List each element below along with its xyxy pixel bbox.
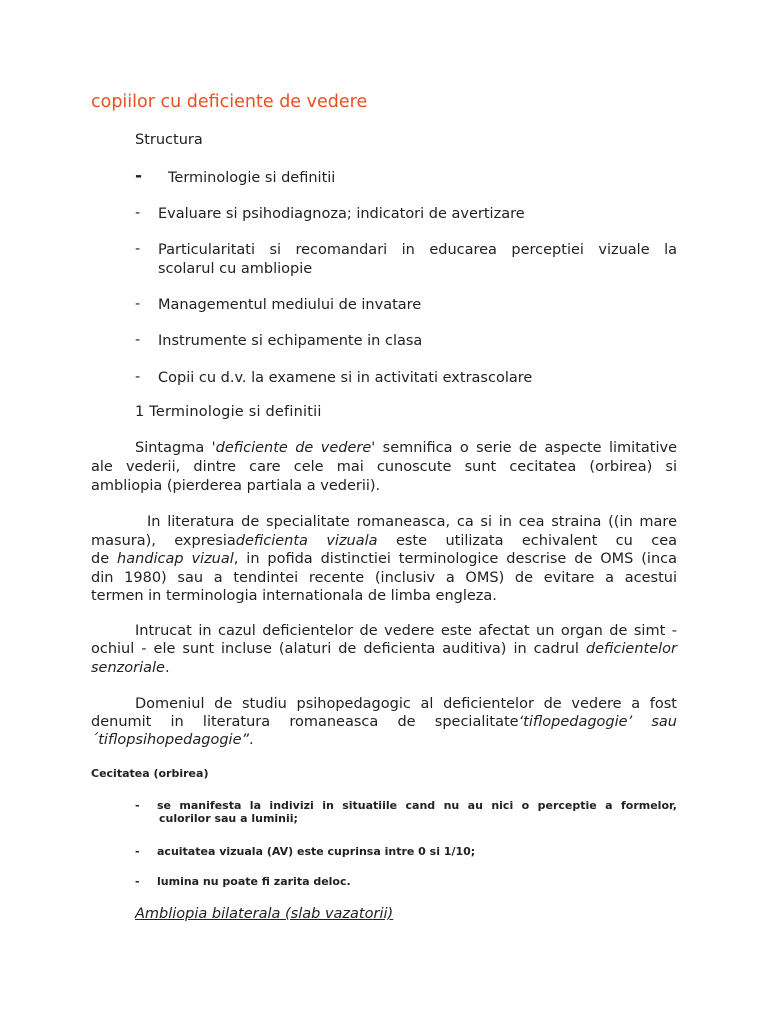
paragraph-sense-line1: Intrucat in cazul deficientelor de vedere este afectat un organ de simt - bbox=[135, 623, 677, 639]
paragraph-domain-line2 bbox=[91, 713, 677, 732]
paragraph-domain-line1: Domeniul de studiu psihopedagogic al deficientelor de vedere a fost bbox=[135, 696, 677, 712]
text: ' semnifica o serie de aspecte limitative bbox=[371, 440, 677, 456]
text: Sintagma ' bbox=[135, 440, 216, 456]
cecitate-heading: Cecitatea (orbirea) bbox=[91, 767, 209, 780]
emphasis: deficienta vizuala bbox=[235, 533, 378, 549]
text: de bbox=[91, 551, 118, 567]
cecitate-item-perception-line2: culorilor sau a luminii; bbox=[159, 812, 298, 825]
paragraph-literature-line1: In literatura de specialitate romaneasca, ca si in cea straina ((in mare bbox=[147, 514, 677, 530]
list-dash: - bbox=[135, 799, 140, 812]
text: denumit in literatura romaneasca de specialitate bbox=[91, 714, 519, 730]
emphasis: handicap vizual bbox=[117, 551, 234, 567]
emphasis: senzoriale bbox=[91, 660, 165, 676]
paragraph-literature-line4: din 1980) sau a tendintei recente (inclusiv a OMS) de evitare a acestui bbox=[91, 570, 677, 586]
structure-item-evaluation: Evaluare si psihodiagnoza; indicatori de avertizare bbox=[158, 206, 525, 222]
text: , in pofida distinctiei terminologice descrise de OMS (inca bbox=[233, 551, 678, 567]
paragraph-sintagma-line1 bbox=[91, 439, 677, 458]
structure-item-terminology: Terminologie si definitii bbox=[168, 170, 336, 186]
structure-item-instruments: Instrumente si echipamente in clasa bbox=[158, 333, 423, 349]
paragraph-domain-line3 bbox=[91, 731, 677, 750]
document-title: copiilor cu deficiente de vedere bbox=[91, 92, 368, 112]
list-dash: - bbox=[135, 241, 141, 257]
ambliopia-heading: Ambliopia bilaterala (slab vazatorii) bbox=[135, 906, 394, 922]
text: este utilizata echivalent cu cea bbox=[377, 533, 678, 549]
structure-heading: Structura bbox=[135, 132, 203, 148]
paragraph-literature-line2 bbox=[91, 532, 677, 551]
paragraph-literature-line3 bbox=[91, 550, 677, 569]
paragraph-sense-line3 bbox=[91, 659, 677, 678]
list-dash: - bbox=[135, 205, 141, 221]
emphasis: deficientelor bbox=[585, 641, 677, 657]
list-dash: - bbox=[135, 296, 141, 312]
structure-item-management: Managementul mediului de invatare bbox=[158, 297, 422, 313]
section-heading-terminology: 1 Terminologie si definitii bbox=[135, 404, 322, 420]
text: masura), expresia bbox=[91, 533, 236, 549]
paragraph-literature-line5: termen in terminologia internationala de limba engleza. bbox=[91, 588, 497, 604]
paragraph-sintagma-line2: ale vederii, dintre care cele mai cunoscute sunt cecitatea (orbirea) si bbox=[91, 459, 677, 475]
text: ochiul - ele sunt incluse (alaturi de deficienta auditiva) in cadrul bbox=[91, 641, 586, 657]
cecitate-item-acuity: acuitatea vizuala (AV) este cuprinsa intre 0 si 1/10; bbox=[157, 845, 476, 858]
list-dash: - bbox=[135, 875, 140, 888]
list-dash: - bbox=[135, 166, 143, 186]
text: . bbox=[164, 660, 170, 676]
emphasis: ´tiflopsihopedagogie” bbox=[91, 732, 250, 748]
structure-item-exams: Copii cu d.v. la examene si in activitati extrascolare bbox=[158, 370, 533, 386]
paragraph-sintagma-line3: ambliopia (pierderea partiala a vederii). bbox=[91, 478, 381, 494]
cecitate-item-light: lumina nu poate fi zarita deloc. bbox=[157, 875, 351, 888]
paragraph-sense-line2 bbox=[91, 640, 677, 659]
emphasis: deficiente de vedere bbox=[215, 440, 372, 456]
cecitate-item-perception-line1: se manifesta la indivizi in situatiile cand nu au nici o perceptie a formelor, bbox=[157, 799, 677, 812]
list-dash: - bbox=[135, 369, 141, 385]
structure-item-particularities-line1: Particularitati si recomandari in educarea perceptiei vizuale la bbox=[158, 242, 677, 258]
emphasis: ‘tiflopedagogie’ sau bbox=[518, 714, 677, 730]
text: . bbox=[249, 732, 254, 748]
structure-item-particularities-line2: scolarul cu ambliopie bbox=[158, 261, 313, 277]
list-dash: - bbox=[135, 332, 141, 348]
list-dash: - bbox=[135, 845, 140, 858]
